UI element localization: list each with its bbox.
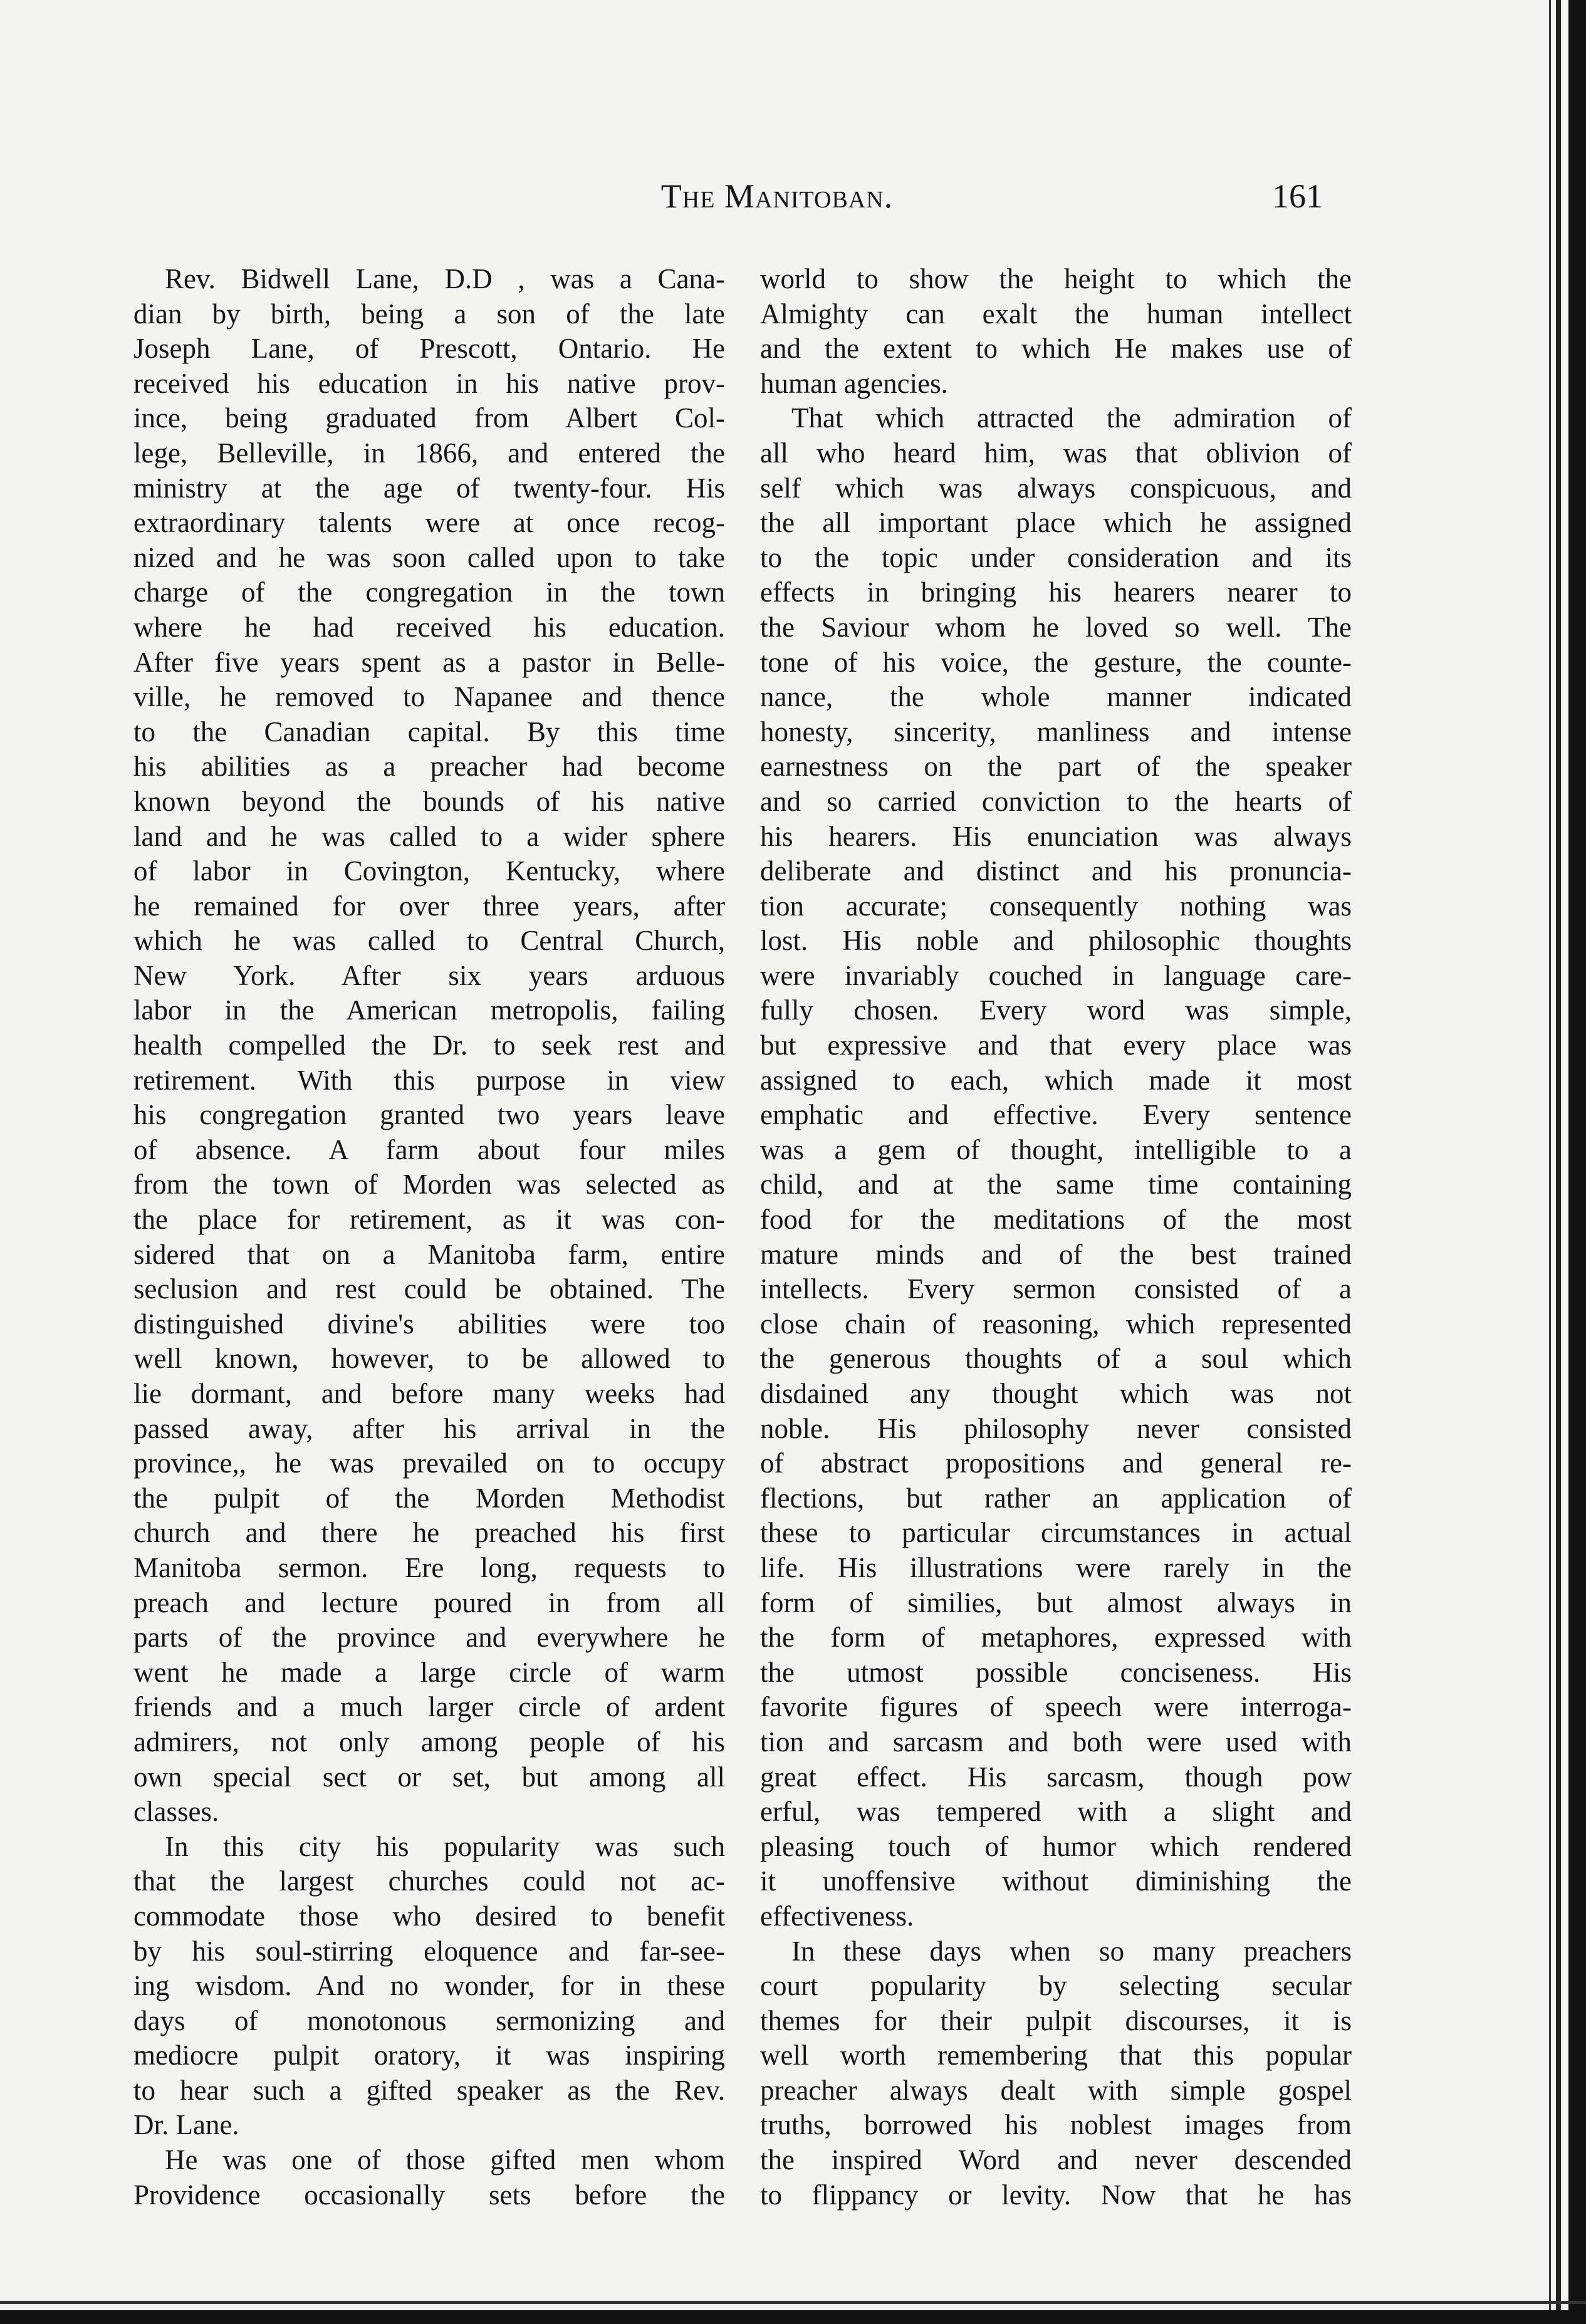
text-line: In this city his popularity was such (165, 1830, 725, 1862)
text-line: well known, however, to be allowed to (133, 1343, 725, 1375)
text-line: province,, he was prevailed on to occupy (133, 1447, 725, 1479)
text-line: it unoffensive without diminishing the (760, 1865, 1352, 1897)
text-line: mature minds and of the best trained (760, 1238, 1352, 1270)
bottom-edge-border (0, 2301, 1586, 2304)
text-line: land and he was called to a wider sphere (133, 820, 725, 852)
page-edge-border (1556, 0, 1561, 2324)
text-line: lost. His noble and philosophic thoughts (760, 925, 1352, 957)
text-line: these to particular circumstances in actual (760, 1517, 1352, 1549)
text-line: tone of his voice, the gesture, the counte- (760, 646, 1352, 678)
text-line: Joseph Lane, of Prescott, Ontario. He (133, 333, 725, 365)
text-line: the pulpit of the Morden Methodist (133, 1482, 725, 1514)
text-line: own special sect or set, but among all (133, 1761, 725, 1793)
text-line: received his education in his native prov- (133, 367, 725, 399)
text-line: his congregation granted two years leave (133, 1099, 725, 1131)
text-line: tion and sarcasm and both were used with (760, 1726, 1352, 1758)
text-line: assigned to each, which made it most (760, 1064, 1352, 1096)
text-line: form of similies, but almost always in (760, 1587, 1352, 1618)
text-line: extraordinary talents were at once recog- (133, 507, 725, 539)
text-line: lie dormant, and before many weeks had (133, 1378, 725, 1409)
text-line: where he had received his education. (133, 611, 725, 643)
text-line: well worth remembering that this popular (760, 2040, 1352, 2071)
text-line: the generous thoughts of a soul which (760, 1343, 1352, 1375)
text-line: ince, being graduated from Albert Col- (133, 402, 725, 434)
text-line: admirers, not only among people of his (133, 1726, 725, 1758)
text-line: was a gem of thought, intelligible to a (760, 1133, 1352, 1165)
text-line: sidered that on a Manitoba farm, entire (133, 1238, 725, 1270)
page-edge-border (1568, 0, 1586, 2324)
text-line: truths, borrowed his noblest images from (760, 2109, 1352, 2141)
text-line: effectiveness. (760, 1900, 914, 1932)
text-line: the place for retirement, as it was con- (133, 1204, 725, 1236)
text-line: church and there he preached his first (133, 1517, 725, 1549)
text-line: ing wisdom. And no wonder, for in these (133, 1970, 725, 2002)
text-line: of absence. A farm about four miles (133, 1133, 725, 1165)
text-line: themes for their pulpit discourses, it is (760, 2004, 1352, 2036)
text-line: fully chosen. Every word was simple, (760, 994, 1352, 1026)
text-line: erful, was tempered with a slight and (760, 1796, 1352, 1828)
text-line: went he made a large circle of warm (133, 1656, 725, 1688)
right-column (760, 262, 1352, 2212)
page-number: 161 (1272, 177, 1323, 215)
text-line: seclusion and rest could be obtained. The (133, 1273, 725, 1305)
left-column (133, 262, 725, 2212)
text-line: nized and he was soon called upon to take (133, 541, 725, 573)
page-edge-border (1549, 0, 1551, 2324)
text-line: commodate those who desired to benefit (133, 1900, 725, 1932)
text-line: the all important place which he assigned (760, 507, 1352, 539)
text-line: intellects. Every sermon consisted of a (760, 1273, 1352, 1305)
text-line: known beyond the bounds of his native (133, 785, 725, 817)
text-line: great effect. His sarcasm, though pow (760, 1761, 1352, 1793)
text-line: to hear such a gifted speaker as the Rev. (133, 2074, 725, 2106)
text-line: effects in bringing his hearers nearer to (760, 576, 1352, 608)
text-line: health compelled the Dr. to seek rest and (133, 1029, 725, 1061)
text-line: lege, Belleville, in 1866, and entered the (133, 437, 725, 469)
text-line: honesty, sincerity, manliness and intense (760, 716, 1352, 748)
text-line: retirement. With this purpose in view (133, 1064, 725, 1096)
text-line: earnestness on the part of the speaker (760, 751, 1352, 783)
text-line: friends and a much larger circle of ardent (133, 1691, 725, 1723)
text-line: deliberate and distinct and his pronuncia- (760, 855, 1352, 887)
text-line: the Saviour whom he loved so well. The (760, 611, 1352, 643)
text-line: preacher always dealt with simple gospel (760, 2074, 1352, 2106)
text-line: noble. His philosophy never consisted (760, 1412, 1352, 1444)
text-line: of abstract propositions and general re- (760, 1447, 1352, 1479)
text-line: days of monotonous sermonizing and (133, 2004, 725, 2036)
text-line: He was one of those gifted men whom (165, 2144, 725, 2176)
text-line: and so carried conviction to the hearts of (760, 785, 1352, 817)
text-line: of labor in Covington, Kentucky, where (133, 855, 725, 887)
text-line: to the Canadian capital. By this time (133, 716, 725, 748)
text-line: and the extent to which He makes use of (760, 333, 1352, 365)
text-line: After five years spent as a pastor in Belle- (133, 646, 725, 678)
text-line: close chain of reasoning, which represented (760, 1308, 1352, 1340)
text-line: Manitoba sermon. Ere long, requests to (133, 1551, 725, 1583)
text-line: In these days when so many preachers (791, 1935, 1352, 1967)
text-line: his abilities as a preacher had become (133, 751, 725, 783)
text-line: he remained for over three years, after (133, 890, 725, 922)
text-line: dian by birth, being a son of the late (133, 298, 725, 330)
text-line: to flippancy or levity. Now that he has (760, 2179, 1352, 2211)
text-line: That which attracted the admiration of (791, 402, 1352, 434)
text-line: emphatic and effective. Every sentence (760, 1099, 1352, 1131)
text-line: all who heard him, was that oblivion of (760, 437, 1352, 469)
text-line: were invariably couched in language care- (760, 959, 1352, 991)
text-line: Almighty can exalt the human intellect (760, 298, 1352, 330)
text-line: nance, the whole manner indicated (760, 681, 1352, 713)
text-line: parts of the province and everywhere he (133, 1622, 725, 1654)
text-line: tion accurate; consequently nothing was (760, 890, 1352, 922)
text-line: food for the meditations of the most (760, 1204, 1352, 1236)
text-line: Providence occasionally sets before the (133, 2179, 725, 2211)
text-line: by his soul-stirring eloquence and far-see- (133, 1935, 725, 1967)
text-line: to the topic under consideration and its (760, 541, 1352, 573)
text-line: distinguished divine's abilities were too (133, 1308, 725, 1340)
text-line: that the largest churches could not ac- (133, 1865, 725, 1897)
text-line: New York. After six years arduous (133, 959, 725, 991)
text-line: life. His illustrations were rarely in the (760, 1551, 1352, 1583)
text-line: the utmost possible conciseness. His (760, 1656, 1352, 1688)
text-line: world to show the height to which the (760, 263, 1352, 294)
text-line: the inspired Word and never descended (760, 2144, 1352, 2176)
running-title: The Manitoban. (660, 177, 894, 215)
text-line: Dr. Lane. (133, 2109, 239, 2141)
text-line: child, and at the same time containing (760, 1169, 1352, 1201)
text-line: self which was always conspicuous, and (760, 472, 1352, 504)
text-line: classes. (133, 1796, 219, 1828)
text-line: mediocre pulpit oratory, it was inspiring (133, 2040, 725, 2071)
text-line: from the town of Morden was selected as (133, 1169, 725, 1201)
text-line: flections, but rather an application of (760, 1482, 1352, 1514)
text-line: passed away, after his arrival in the (133, 1412, 725, 1444)
text-line: favorite figures of speech were interroga- (760, 1691, 1352, 1723)
text-line: ministry at the age of twenty-four. His (133, 472, 725, 504)
text-line: Rev. Bidwell Lane, D.D , was a Cana- (165, 263, 725, 294)
text-line: the form of metaphores, expressed with (760, 1622, 1352, 1654)
text-line: labor in the American metropolis, failing (133, 994, 725, 1026)
text-line: but expressive and that every place was (760, 1029, 1352, 1061)
text-line: pleasing touch of humor which rendered (760, 1830, 1352, 1862)
text-line: which he was called to Central Church, (133, 925, 725, 957)
text-line: human agencies. (760, 367, 948, 399)
bottom-edge-border (0, 2310, 1586, 2324)
text-line: charge of the congregation in the town (133, 576, 725, 608)
text-line: preach and lecture poured in from all (133, 1587, 725, 1618)
text-line: ville, he removed to Napanee and thence (133, 681, 725, 713)
text-line: his hearers. His enunciation was always (760, 820, 1352, 852)
text-line: court popularity by selecting secular (760, 1970, 1352, 2002)
text-line: disdained any thought which was not (760, 1378, 1352, 1409)
